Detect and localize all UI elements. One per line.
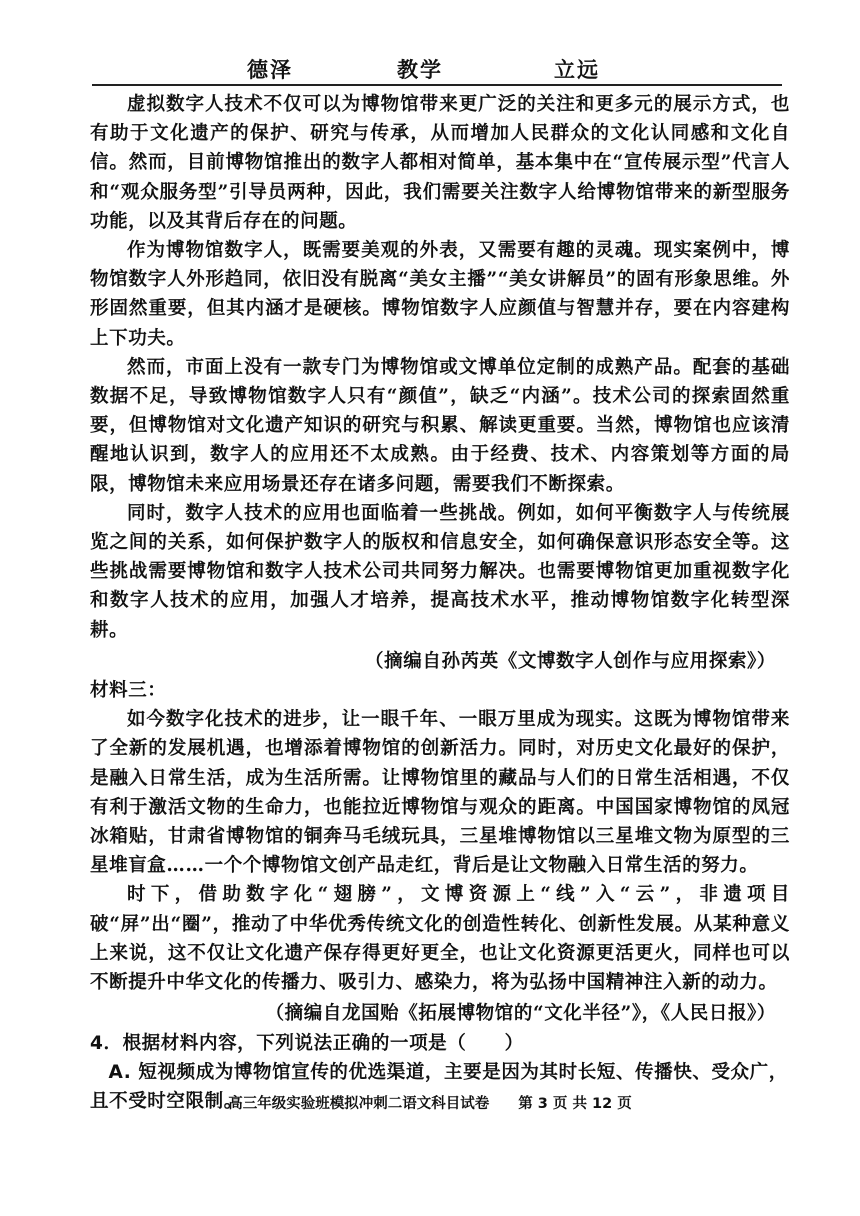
- question-4-option-a: A. 短视频成为博物馆宣传的优选渠道，主要是因为其时长短、传播快、受众广，且不受时空限制。: [90, 1061, 788, 1112]
- section-title-material-3: 材料三：: [90, 680, 167, 702]
- page-header: [92, 50, 782, 86]
- paragraph-3: 然而，市面上没有一款专门为博物馆或文博单位定制的成熟产品。配套的基础数据不足，导致博物馆数字人只有“颜值”，缺乏“内涵”。技术公司的探索固然重要，但博物馆对文化遗产知识的研究与积累、解读更重要。当然，博物馆也应该清醒地认识到，数字人的应用还不太成熟。由于经费、技术、内容策划等方面的局限，博物馆未来应用场景还存在诸多问题，需要我们不断探索。: [90, 356, 790, 495]
- paragraph-1: 虚拟数字人技术不仅可以为博物馆带来更广泛的关注和更多元的展示方式，也有助于文化遗产的保护、研究与传承，从而增加人民群众的文化认同感和文化自信。然而，目前博物馆推出的数字人都相对简单，基本集中在“宣传展示型”代言人和“观众服务型”引导员两种，因此，我们需要关注数字人给博物馆带来的新型服务功能，以及其背后存在的问题。: [90, 94, 790, 232]
- header-left-text: 德泽: [247, 57, 293, 82]
- paragraph-6: 时下，借助数字化“翅膀”，文博资源上“线”入“云”，非遗项目破“屏”出“圈”，推动了中华优秀传统文化的创造性转化、创新性发展。从某种意义上来说，这不仅让文化遗产保存得更好更全，也让文化资源更活更火，同样也可以不断提升中华文化的传播力、吸引力、感染力，将为弘扬中国精神注入新的动力。: [90, 884, 790, 994]
- question-4-stem: 4．根据材料内容，下列说法正确的一项是（ ）: [90, 1032, 524, 1054]
- paragraph-4: 同时，数字人技术的应用也面临着一些挑战。例如，如何平衡数字人与传统展览之间的关系，如何保护数字人的版权和信息安全，如何确保意识形态安全等。这些挑战需要博物馆和数字人技术公司共同努力解决。也需要博物馆更加重视数字化和数字人技术的应用，加强人才培养，提高技术水平，推动博物馆数字化转型深耕。: [90, 502, 790, 641]
- paragraph-5: 如今数字化技术的进步，让一眼千年、一眼万里成为现实。这既为博物馆带来了全新的发展机遇，也增添着博物馆的创新活力。同时，对历史文化最好的保护，是融入日常生活，成为生活所需。让博物馆里的藏品与人们的日常生活相遇，不仅有利于激活文物的生命力，也能拉近博物馆与观众的距离。中国国家博物馆的凤冠冰箱贴，甘肃省博物馆的铜奔马毛绒玩具，三星堆博物馆以三星堆文物为原型的三星堆盲盒……一个个博物馆文创产品走红，背后是让文物融入日常生活的努力。: [90, 709, 790, 877]
- article-body: [90, 90, 790, 1116]
- source-citation-2: （摘编自孙芮英《文博数字人创作与应用探索》）: [365, 650, 776, 672]
- page-footer: 高三年级实验班模拟冲刺二语文科目试卷 第 3 页 共 12 页: [228, 1096, 632, 1112]
- paragraph-2: 作为博物馆数字人，既需要美观的外表，又需要有趣的灵魂。现实案例中，博物馆数字人外形趋同，依旧没有脱离“美女主播”“美女讲解员”的固有形象思维。外形固然重要，但其内涵才是硬核。博物馆数字人应颜值与智慧并存，要在内容建构上下功夫。: [90, 240, 790, 349]
- header-right-text: 立远: [554, 57, 600, 82]
- header-middle-text: 教学: [397, 57, 443, 82]
- source-citation-3: （摘编自龙国贻《拓展博物馆的“文化半径”》，《人民日报》）: [265, 1003, 776, 1025]
